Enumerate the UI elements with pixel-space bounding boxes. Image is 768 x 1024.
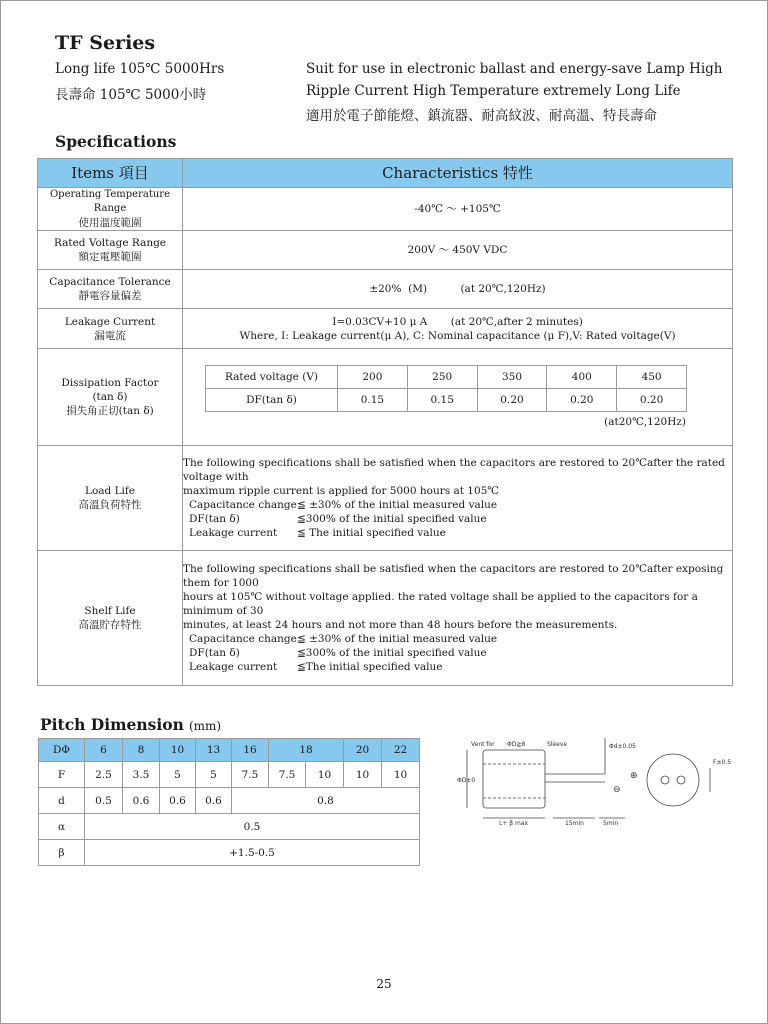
item-label-en: Operating Temperature Range [49, 189, 170, 214]
tolerance-value: ±20% (M) (at 20℃,120Hz) [183, 270, 733, 309]
pitch-head: 6 [85, 739, 123, 762]
items-header: Items 項目 [38, 159, 183, 188]
ripple-current: Ripple Current High Temperature extremely Long Life [306, 83, 681, 99]
capacitor-drawing [455, 728, 732, 828]
criteria-value: ≦The initial specified value [297, 661, 443, 673]
vent-label: Vent for [471, 741, 495, 748]
spec-row-tolerance [38, 270, 733, 309]
top-view-lead1 [661, 776, 669, 784]
load-life-line2: maximum ripple current is applied for 5000 hours at 105℃ [183, 485, 500, 497]
pitch-cell: 0.8 [232, 788, 420, 814]
shelf-life-line3: minutes, at least 24 hours and not more than 48 hours before the measurements. [183, 619, 618, 631]
item-label-en: Capacitance Tolerance [49, 276, 171, 288]
criteria-value: ≦300% of the initial specified value [297, 647, 487, 659]
criteria-label: Capacitance change [189, 499, 297, 511]
suit-for-use: Suit for use in electronic ballast and energy-save Lamp High [306, 61, 723, 77]
body-dia-label: ΦD±0 [457, 777, 476, 784]
lead-dia-label: Φd±0.05 [609, 743, 636, 750]
load-life-line1: The following specifications shall be satisfied when the capacitors are restored to 20℃after the rated voltage with [183, 457, 725, 483]
sleeve-lines [483, 764, 545, 798]
df-voltage: 250 [407, 366, 477, 389]
min5-label: 5min [603, 820, 619, 827]
pitch-table [38, 738, 420, 866]
spec-row-shelf-life [38, 551, 733, 686]
characteristics-header: Characteristics 特性 [183, 159, 733, 188]
criteria-label: Leakage current [189, 527, 278, 539]
criteria-label: Capacitance change [189, 633, 297, 645]
item-label-zh: 高溫貯存特性 [78, 619, 142, 631]
sleeve-label: Sleeve [547, 741, 568, 748]
pitch-cell: β [39, 840, 85, 866]
criteria-value: ≦300% of the initial specified value [297, 513, 487, 525]
df-row-label: DF(tan δ) [206, 389, 338, 412]
shelf-life-line1: The following specifications shall be satisfied when the capacitors are restored to 20℃after exposing them for 1000 [183, 563, 724, 589]
criteria-value: ≦ ±30% of the initial measured value [297, 499, 498, 511]
item-label-en: Shelf Life [84, 605, 136, 617]
df-table [205, 365, 687, 412]
pitch-cell: d [39, 788, 85, 814]
df-value: 0.15 [338, 389, 408, 412]
plus-icon: ⊕ [630, 771, 638, 781]
criteria-label: Leakage current [189, 661, 278, 673]
pitch-cell: 5 [196, 762, 232, 788]
top-view-outer [647, 754, 699, 806]
df-voltage: 350 [477, 366, 547, 389]
lead-length-label: 15min [565, 820, 584, 827]
spec-row-temperature [38, 188, 733, 231]
phi-label: ΦD≧8 [507, 741, 526, 748]
item-label-tan: (tan δ) [92, 391, 128, 403]
pitch-unit: (mm) [188, 719, 222, 733]
item-label-en: Rated Voltage Range [53, 237, 167, 249]
item-label-zh: 靜電容量偏差 [78, 290, 142, 302]
pitch-f-label: F±0.5 [713, 759, 732, 766]
pitch-title: Pitch Dimension [40, 715, 184, 734]
df-voltage: 200 [338, 366, 408, 389]
pitch-head: 20 [344, 739, 382, 762]
pitch-cell: 7.5 [232, 762, 269, 788]
pitch-head: 22 [382, 739, 420, 762]
criteria-value: ≦ ±30% of the initial measured value [297, 633, 498, 645]
spec-row-leakage [38, 309, 733, 349]
top-view-lead2 [677, 776, 685, 784]
applications-zh: 適用於電子節能燈、鎮流器、耐高紋波、耐高溫、特長壽命 [306, 108, 657, 124]
df-header-label: Rated voltage (V) [206, 366, 338, 389]
pitch-cell: 0.5 [85, 788, 123, 814]
specifications-table [37, 158, 733, 686]
df-voltage: 450 [617, 366, 687, 389]
leakage-where: Where, I: Leakage current(μ A), C: Nominal capacitance (μ F),V: Rated voltage(V) [239, 329, 676, 342]
temperature-value: -40℃ ～ +105℃ [183, 188, 733, 231]
pitch-cell: 3.5 [123, 762, 160, 788]
minus-icon: ⊖ [613, 785, 621, 795]
df-value: 0.20 [547, 389, 617, 412]
df-voltage: 400 [547, 366, 617, 389]
pitch-cell: F [39, 762, 85, 788]
pitch-head: 8 [123, 739, 160, 762]
item-label-zh: 漏電流 [94, 329, 126, 342]
spec-row-dissipation [38, 349, 733, 446]
page-number: 25 [376, 977, 392, 991]
pitch-cell: 7.5 [269, 762, 306, 788]
item-label-zh: 損失角正切(tan δ) [66, 405, 154, 417]
pitch-heading [40, 715, 221, 734]
pitch-cell: 10 [382, 762, 420, 788]
item-label-en: Leakage Current [64, 315, 156, 328]
pitch-head: DΦ [39, 739, 85, 762]
pitch-head: 13 [196, 739, 232, 762]
df-value: 0.20 [617, 389, 687, 412]
df-note: (at20℃,120Hz) [604, 416, 686, 428]
length-label: L+ β max [499, 820, 529, 827]
criteria-value: ≦ The initial specified value [297, 527, 446, 539]
criteria-label: DF(tan δ) [189, 513, 240, 525]
pitch-cell: 2.5 [85, 762, 123, 788]
item-label-zh: 額定電壓範圍 [78, 251, 142, 263]
pitch-head: 18 [269, 739, 344, 762]
pitch-cell: 0.6 [160, 788, 196, 814]
pitch-cell: 5 [160, 762, 196, 788]
df-value: 0.15 [407, 389, 477, 412]
pitch-cell: 0.5 [85, 814, 420, 840]
long-life-en: Long life 105℃ 5000Hrs [55, 61, 225, 77]
spec-row-voltage [38, 231, 733, 270]
voltage-value: 200V ～ 450V VDC [183, 231, 733, 270]
pitch-cell: 0.6 [196, 788, 232, 814]
item-label-zh: 高溫負荷特性 [78, 499, 142, 511]
pitch-cell: 0.6 [123, 788, 160, 814]
df-value: 0.20 [477, 389, 547, 412]
item-label-en: Dissipation Factor [61, 377, 159, 389]
pitch-head: 16 [232, 739, 269, 762]
capacitor-body [483, 750, 545, 808]
pitch-head: 10 [160, 739, 196, 762]
item-label-zh: 使用溫度範圍 [78, 217, 142, 229]
pitch-cell: 10 [344, 762, 382, 788]
specifications-heading: Specifications [55, 132, 177, 151]
shelf-life-line2: hours at 105℃ without voltage applied. the rated voltage shall be applied to the capacitors for a minimum of 30 [183, 591, 698, 617]
series-title: TF Series [55, 32, 156, 54]
long-life-zh: 長壽命 105℃ 5000小時 [55, 87, 207, 103]
leakage-formula: I=0.03CV+10 μ A (at 20℃,after 2 minutes) [332, 315, 583, 328]
pitch-cell: 10 [306, 762, 344, 788]
pitch-cell: α [39, 814, 85, 840]
pitch-cell: +1.5-0.5 [85, 840, 420, 866]
spec-row-load-life [38, 446, 733, 551]
criteria-label: DF(tan δ) [189, 647, 240, 659]
item-label-en: Load Life [84, 485, 136, 497]
